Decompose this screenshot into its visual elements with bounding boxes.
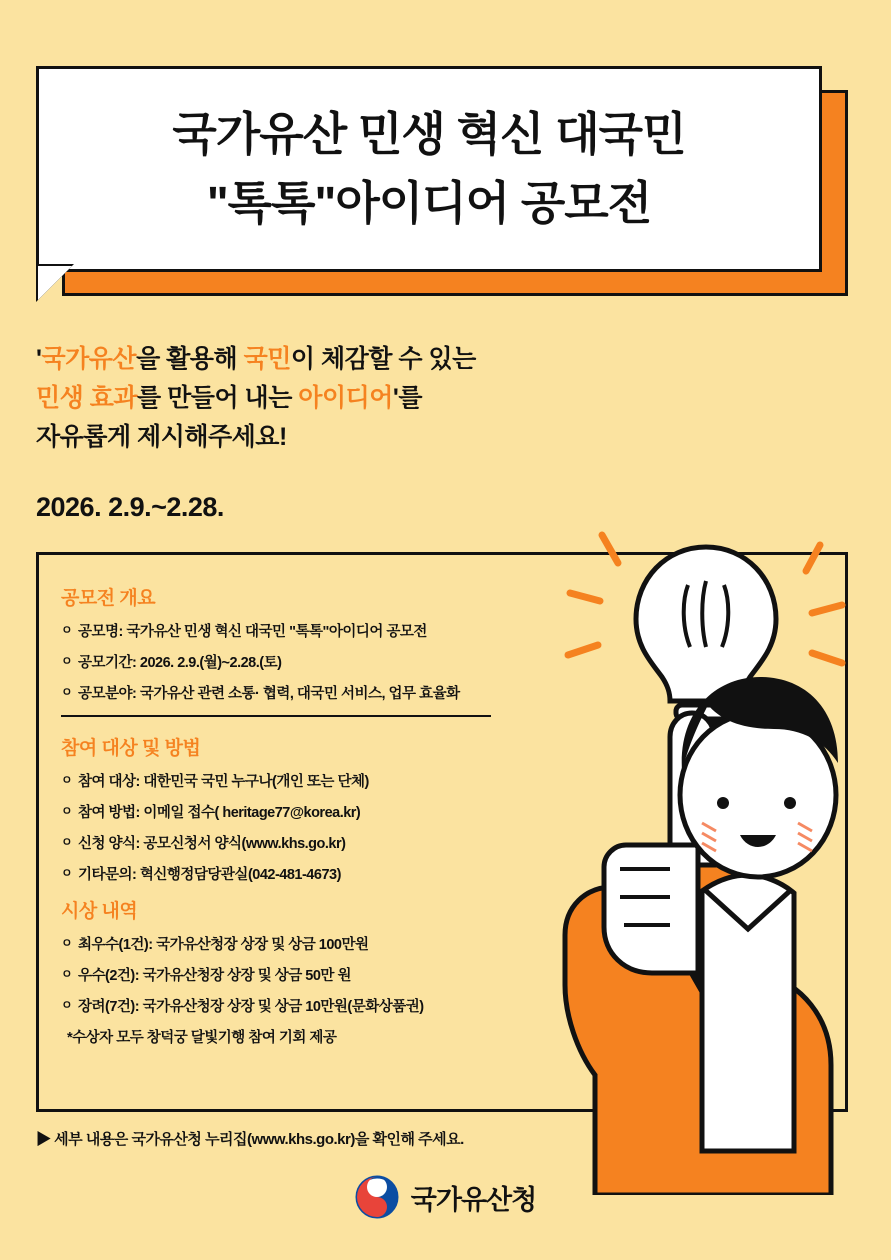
section-awards — [61, 896, 591, 1049]
subtitle-highlight-heritage: 국가유산 — [41, 345, 137, 373]
submission-period: 2026. 2.9.~2.28. — [36, 492, 224, 522]
title-line-2: "톡톡"아이디어 공모전 — [206, 177, 652, 229]
poster-subtitle — [36, 340, 736, 456]
subtitle-text-3: 를 만들어 내는 — [137, 383, 299, 412]
subtitle-line-2 — [36, 379, 736, 418]
subtitle-highlight-idea: 아이디어 — [298, 383, 393, 412]
agency-logo-row — [0, 1175, 891, 1219]
subtitle-text-2: 이 체감할 수 있는 — [290, 345, 476, 373]
poster-title-block — [36, 66, 848, 296]
list-item: ㅇ 기타문의: 혁신행정담당관실(042-481-4673) — [61, 865, 591, 886]
speech-tail-fill-icon — [38, 266, 72, 300]
list-item: ㅇ 공모분야: 국가유산 관련 소통· 협력, 대국민 서비스, 업무 효율화 — [61, 684, 591, 705]
list-item: ㅇ 공모기간: 2026. 2.9.(월)~2.28.(토) — [61, 653, 591, 674]
section-awards-title: 시상 내역 — [61, 901, 138, 923]
section-participation-list — [61, 772, 591, 886]
awards-note: *수상자 모두 창덕궁 달빛기행 참여 기회 제공 — [67, 1030, 337, 1047]
subtitle-line-3: 자유롭게 제시해주세요! — [36, 422, 287, 451]
list-item: ㅇ 장려(7건): 국가유산청장 상장 및 상금 10만원(문화상품권) — [61, 997, 591, 1018]
section-overview-list — [61, 622, 591, 705]
section-participation-title: 참여 대상 및 방법 — [61, 738, 201, 760]
footer-note: ▶ 세부 내용은 국가유산청 누리집(www.khs.go.kr)을 확인해 주세요. — [36, 1131, 464, 1148]
subtitle-quote-open: ' — [36, 345, 42, 373]
section-overview — [61, 583, 591, 717]
details-content — [61, 583, 591, 1059]
list-item: ㅇ 최우수(1건): 국가유산청장 상장 및 상금 100만원 — [61, 935, 591, 956]
taegeuk-logo-icon — [355, 1175, 399, 1219]
list-item: ㅇ 우수(2건): 국가유산청장 상장 및 상금 50만 원 — [61, 966, 591, 987]
subtitle-text-1: 을 활용해 — [136, 345, 244, 373]
section-divider — [61, 715, 491, 717]
list-item: ㅇ 참여 대상: 대한민국 국민 누구나(개인 또는 단체) — [61, 772, 591, 793]
list-item: ㅇ 공모명: 국가유산 민생 혁신 대국민 "톡톡"아이디어 공모전 — [61, 622, 591, 643]
agency-name: 국가유산청 — [410, 1184, 537, 1215]
subtitle-highlight-effect: 민생 효과 — [36, 383, 138, 412]
subtitle-line-1 — [36, 340, 736, 379]
subtitle-highlight-people: 국민 — [243, 345, 291, 373]
section-overview-title: 공모전 개요 — [61, 588, 156, 609]
list-item: ㅇ 신청 양식: 공모신청서 양식(www.khs.go.kr) — [61, 834, 591, 855]
section-participation — [61, 733, 591, 886]
list-item: ㅇ 참여 방법: 이메일 접수( heritage77@korea.kr) — [61, 803, 591, 824]
subtitle-text-4: '를 — [392, 383, 423, 412]
title-panel — [36, 66, 822, 272]
details-panel — [36, 552, 848, 1112]
title-line-1: 국가유산 민생 혁신 대국민 — [172, 108, 686, 160]
section-awards-list — [61, 935, 591, 1049]
